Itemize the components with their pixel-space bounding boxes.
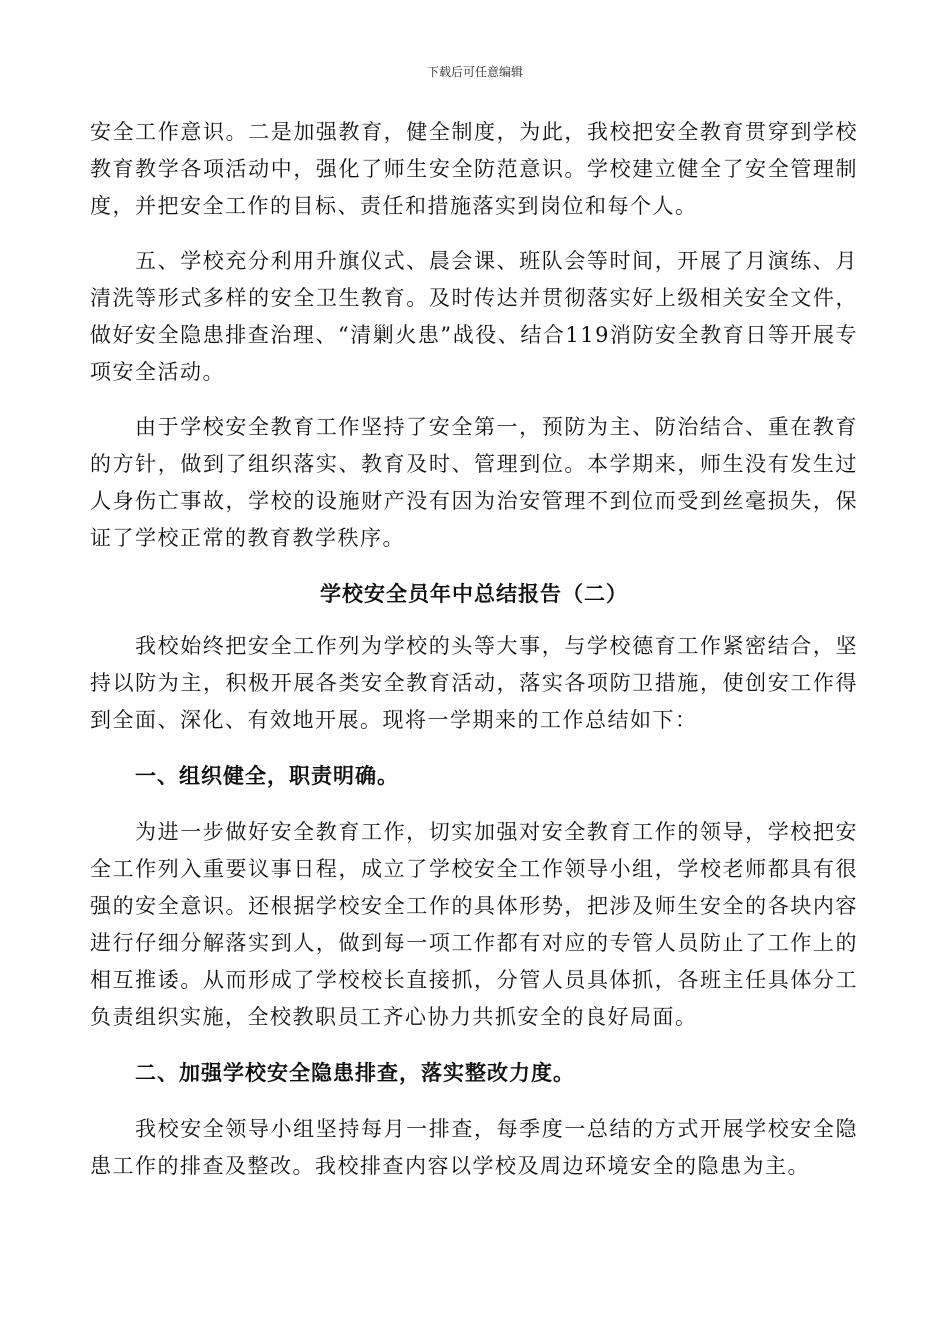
page-header: 下载后可任意编辑 [426, 65, 523, 79]
document-body [90, 114, 858, 1203]
paragraph-intro: 我校始终把安全工作列为学校的头等大事，与学校德育工作紧密结合，坚持以防为主，积极开展各类安全教育活动，落实各项防卫措施，使创安工作得到全面、深化、有效地开展。现将一学期来的工作总结如下： [90, 634, 858, 732]
paragraph-conclusion: 由于学校安全教育工作坚持了安全第一，预防为主、防治结合、重在教育的方针，做到了组织落实、教育及时、管理到位。本学期来，师生没有发生过人身伤亡事故，学校的设施财产没有因为治安管理不到位而受到丝毫损失，保证了学校正常的教育教学秩序。 [90, 415, 858, 550]
section-heading-one: 一、组织健全，职责明确。 [135, 763, 399, 788]
document-title: 学校安全员年中总结报告（二） [320, 581, 628, 606]
paragraph-item-five: 五、学校充分利用升旗仪式、晨会课、班队会等时间，开展了月演练、月清洗等形式多样的安全卫生教育。及时传达并贯彻落实好上级相关安全文件，做好安全隐患排查治理、“清剿火患”战役、结合119消防安全教育日等开展专项安全活动。 [90, 249, 858, 384]
paragraph-inspection: 我校安全领导小组坚持每月一排查，每季度一总结的方式开展学校安全隐患工作的排查及整改。我校排查内容以学校及周边环境安全的隐患为主。 [90, 1117, 858, 1178]
paragraph-continued: 安全工作意识。二是加强教育，健全制度，为此，我校把安全教育贯穿到学校教育教学各项活动中，强化了师生安全防范意识。学校建立健全了安全管理制度，并把安全工作的目标、责任和措施落实到岗位和每个人。 [90, 120, 858, 218]
paragraph-organization: 为进一步做好安全教育工作，切实加强对安全教育工作的领导，学校把安全工作列入重要议事日程，成立了学校安全工作领导小组，学校老师都具有很强的安全意识。还根据学校安全工作的具体形势，把涉及师生安全的各块内容进行仔细分解落实到人，做到每一项工作都有对应的专管人员防止了工作上的相互推诿。从而形成了学校校长直接抓，分管人员具体抓，各班主任具体分工负责组织实施，全校教职员工齐心协力共抓安全的良好局面。 [90, 820, 858, 1029]
section-heading-two: 二、加强学校安全隐患排查，落实整改力度。 [135, 1060, 575, 1085]
